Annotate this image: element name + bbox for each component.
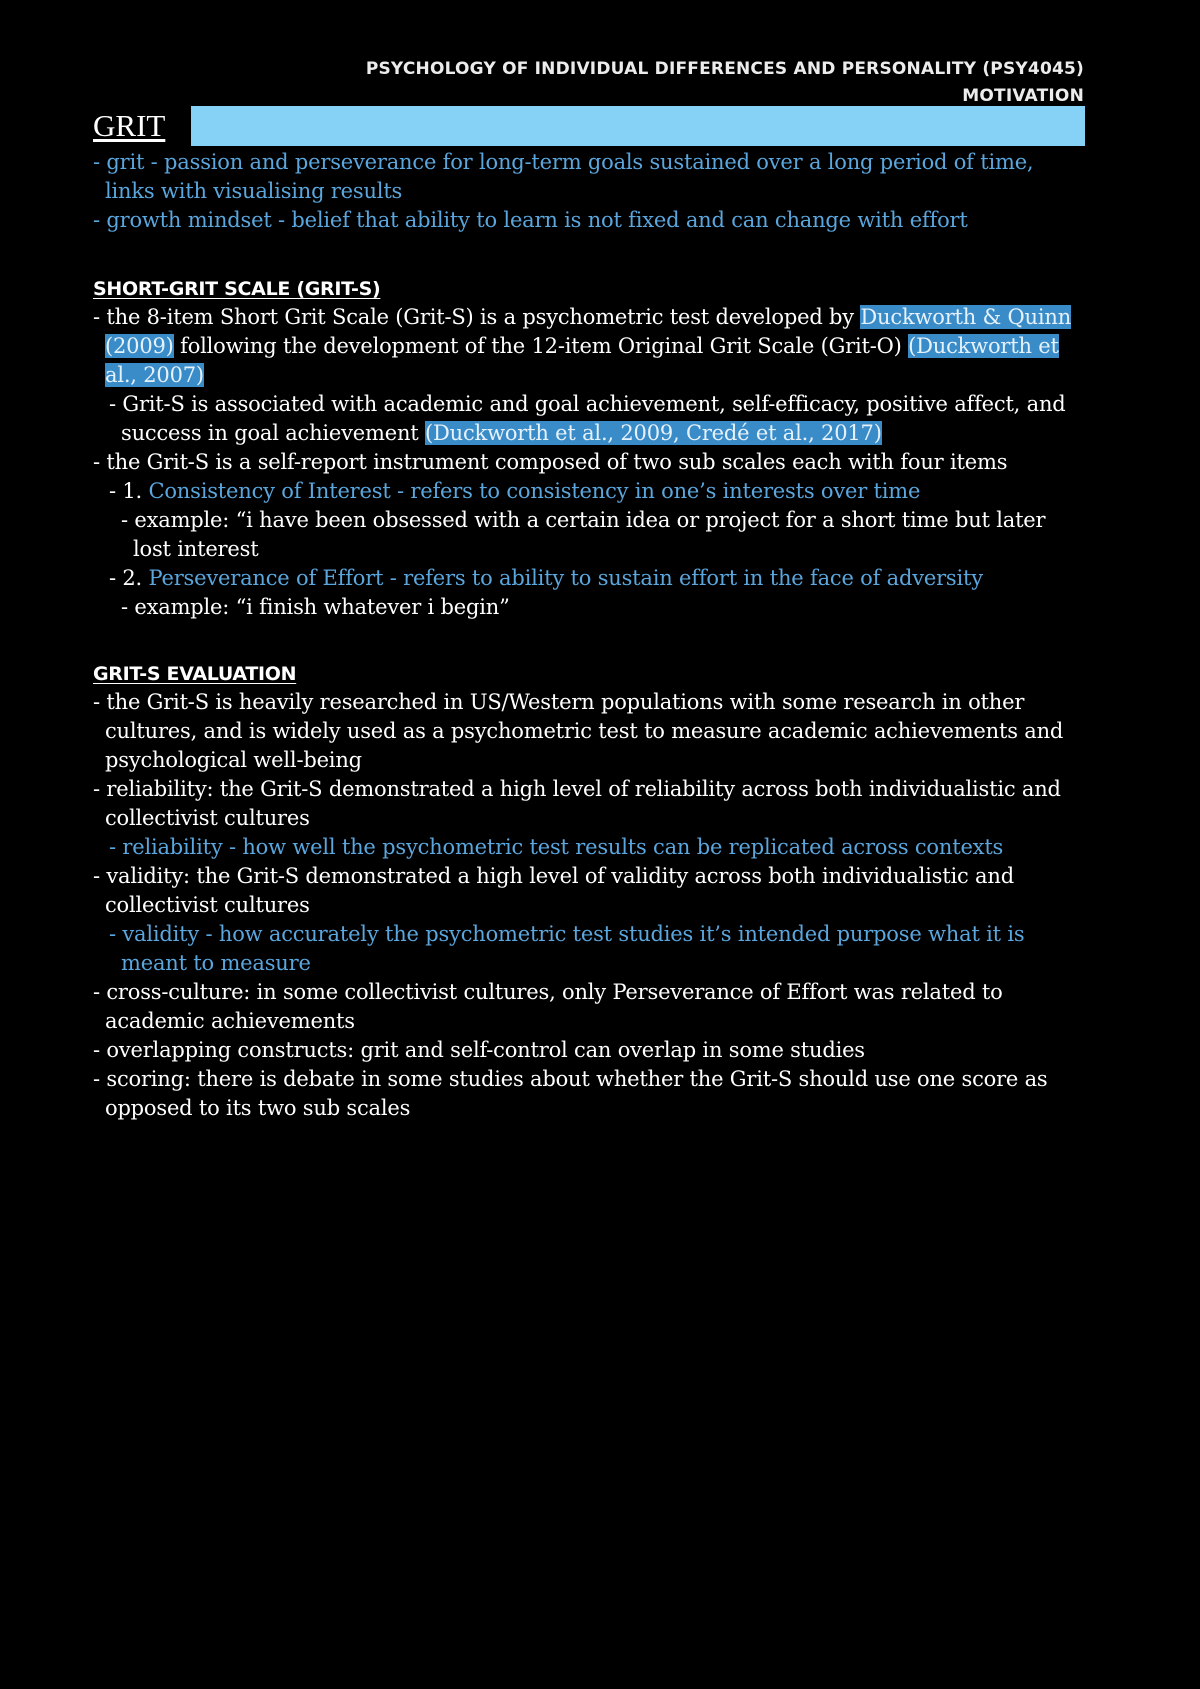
eval-scoring: - scoring: there is debate in some studies about whether the Grit-S should use one score as opposed to its two sub scales <box>93 1067 1048 1120</box>
eval-validity: - validity: the Grit-S demonstrated a high level of validity across both individualistic and collectivist cultures <box>93 864 1014 917</box>
course-title: PSYCHOLOGY OF INDIVIDUAL DIFFERENCES AND PERSONALITY (PSY4045) <box>365 59 1084 79</box>
eval-validity-definition: - validity - how accurately the psychometric test studies it’s intended purpose what it is meant to measure <box>109 922 1025 975</box>
subscale-perseverance-example: - example: “i finish whatever i begin” <box>121 595 510 619</box>
title-highlight-bar <box>191 106 1085 146</box>
subscale-consistency-example: - example: “i have been obsessed with a certain idea or project for a short time but later lost interest <box>121 508 1046 561</box>
eval-reliability: - reliability: the Grit-S demonstrated a high level of reliability across both individualistic and collectivist cultures <box>93 777 1061 830</box>
bullet-grit-s-associations: - Grit-S is associated with academic and goal achievement, self-efficacy, positive affect, and success in goal achievement (Duckworth et al., 2009, Credé et al., 2017) <box>109 392 1066 445</box>
bullet-self-report: - the Grit-S is a self-report instrument composed of two sub scales each with four items <box>93 450 1008 474</box>
page-header <box>366 56 1084 110</box>
eval-reliability-definition: - reliability - how well the psychometric test results can be replicated across contexts <box>109 835 1004 859</box>
citation-highlight: (Duckworth et al., 2009, Credé et al., 2017) <box>425 421 882 445</box>
intro-bullet-growth-mindset: - growth mindset - belief that ability to learn is not fixed and can change with effort <box>93 208 968 232</box>
eval-cross-culture: - cross-culture: in some collectivist cultures, only Perseverance of Effort was related to academic achievements <box>93 980 1003 1033</box>
bullet-grit-s-development: - the 8-item Short Grit Scale (Grit-S) is a psychometric test developed by Duckworth & Quinn (2009) following the development of the 12-item Original Grit Scale (Grit-O) (Duckworth et al., 2007) <box>93 305 1072 387</box>
citation-highlight: (Duckworth et al., 2007) <box>105 334 1059 387</box>
citation-highlight: Duckworth & Quinn (2009) <box>105 305 1072 358</box>
title-row <box>93 106 1085 146</box>
notes-content <box>93 106 1085 1123</box>
topic-title: MOTIVATION <box>962 86 1084 106</box>
eval-overlapping-constructs: - overlapping constructs: grit and self-control can overlap in some studies <box>93 1038 865 1062</box>
eval-research: - the Grit-S is heavily researched in US/Western populations with some research in other cultures, and is widely used as a psychometric test to measure academic achievements and psychological well-being <box>93 690 1064 772</box>
page-title: GRIT <box>93 108 166 143</box>
section-heading-evaluation: GRIT-S EVALUATION <box>93 663 297 685</box>
section-heading-grit-s: SHORT-GRIT SCALE (GRIT-S) <box>93 278 381 300</box>
subscale-perseverance: - 2. Perseverance of Effort - refers to ability to sustain effort in the face of adversity <box>109 566 983 590</box>
subscale-consistency: - 1. Consistency of Interest - refers to consistency in one’s interests over time <box>109 479 921 503</box>
intro-bullet-grit: - grit - passion and perseverance for long-term goals sustained over a long period of time, links with visualising results <box>93 150 1034 203</box>
